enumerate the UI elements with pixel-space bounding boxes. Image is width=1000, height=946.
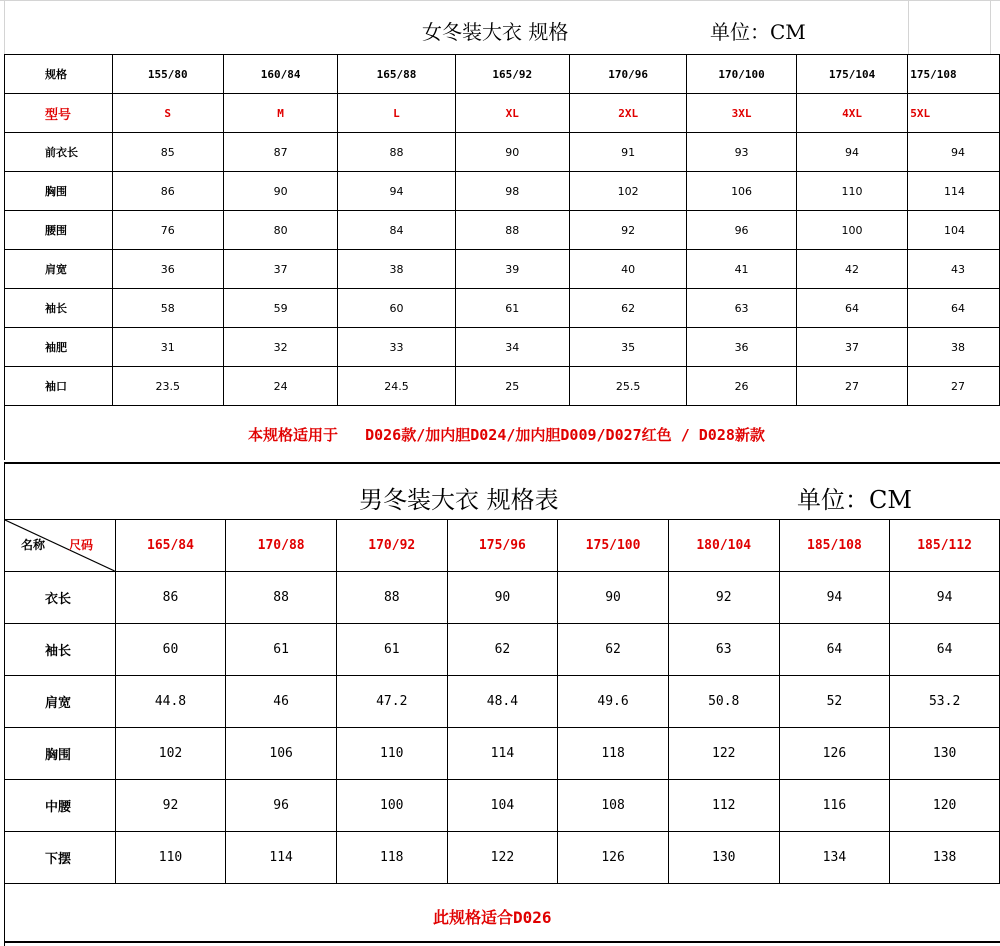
women-size-cell: 165/88 bbox=[338, 55, 455, 94]
value-cell: 84 bbox=[338, 211, 455, 250]
value-cell: 94 bbox=[890, 572, 1000, 624]
men-row-length bbox=[5, 572, 1000, 624]
women-size-cell: 175/104 bbox=[796, 55, 907, 94]
value-cell: 88 bbox=[336, 572, 447, 624]
women-row-sleeve-width bbox=[5, 328, 1000, 367]
value-cell: 33 bbox=[338, 328, 455, 367]
value-cell: 126 bbox=[779, 728, 890, 780]
women-table-title: 女冬装大衣 规格 bbox=[422, 20, 569, 44]
value-cell: 114 bbox=[226, 832, 337, 884]
men-size-cell: 180/104 bbox=[668, 520, 779, 572]
value-cell: 25.5 bbox=[569, 367, 686, 406]
value-cell: 76 bbox=[112, 211, 223, 250]
value-cell: 42 bbox=[796, 250, 907, 289]
value-cell: 23.5 bbox=[112, 367, 223, 406]
value-cell: 32 bbox=[223, 328, 337, 367]
value-cell: 90 bbox=[223, 172, 337, 211]
value-cell: 62 bbox=[447, 624, 558, 676]
value-cell: 37 bbox=[796, 328, 907, 367]
men-size-cell: 170/88 bbox=[226, 520, 337, 572]
women-size-cell: 160/84 bbox=[223, 55, 337, 94]
men-size-cell: 185/112 bbox=[890, 520, 1000, 572]
value-cell: 61 bbox=[455, 289, 569, 328]
value-cell: 62 bbox=[569, 289, 686, 328]
value-cell: 31 bbox=[112, 328, 223, 367]
value-cell: 85 bbox=[112, 133, 223, 172]
value-cell: 36 bbox=[687, 328, 796, 367]
value-cell: 86 bbox=[115, 572, 226, 624]
value-cell: 48.4 bbox=[447, 676, 558, 728]
value-cell: 80 bbox=[223, 211, 337, 250]
row-label: 前衣长 bbox=[5, 133, 113, 172]
women-row-chest bbox=[5, 172, 1000, 211]
value-cell: 61 bbox=[336, 624, 447, 676]
value-cell: 37 bbox=[223, 250, 337, 289]
value-cell: 114 bbox=[908, 172, 1000, 211]
men-table-title: 男冬装大衣 规格表 bbox=[359, 486, 559, 514]
value-cell: 108 bbox=[558, 780, 669, 832]
men-row-hem bbox=[5, 832, 1000, 884]
value-cell: 50.8 bbox=[668, 676, 779, 728]
value-cell: 90 bbox=[447, 572, 558, 624]
value-cell: 53.2 bbox=[890, 676, 1000, 728]
value-cell: 118 bbox=[558, 728, 669, 780]
men-applicability-note bbox=[5, 883, 1000, 943]
value-cell: 104 bbox=[908, 211, 1000, 250]
men-row-chest bbox=[5, 728, 1000, 780]
value-cell: 24.5 bbox=[338, 367, 455, 406]
women-row-cuff bbox=[5, 367, 1000, 406]
value-cell: 122 bbox=[447, 832, 558, 884]
women-model-cell: L bbox=[338, 94, 455, 133]
women-applicability-note bbox=[4, 406, 1000, 460]
value-cell: 92 bbox=[668, 572, 779, 624]
corner-size-label: 尺码 bbox=[69, 538, 94, 552]
value-cell: 87 bbox=[223, 133, 337, 172]
value-cell: 88 bbox=[226, 572, 337, 624]
value-cell: 40 bbox=[569, 250, 686, 289]
women-size-cell: 170/96 bbox=[569, 55, 686, 94]
women-model-cell: S bbox=[112, 94, 223, 133]
value-cell: 59 bbox=[223, 289, 337, 328]
women-model-cell: 5XL bbox=[908, 94, 1000, 133]
row-label: 袖长 bbox=[5, 624, 116, 676]
women-row-shoulder bbox=[5, 250, 1000, 289]
row-label: 衣长 bbox=[5, 572, 116, 624]
value-cell: 44.8 bbox=[115, 676, 226, 728]
women-model-row bbox=[5, 94, 1000, 133]
value-cell: 64 bbox=[908, 289, 1000, 328]
value-cell: 100 bbox=[796, 211, 907, 250]
men-row-sleeve-length bbox=[5, 624, 1000, 676]
men-size-cell: 175/96 bbox=[447, 520, 558, 572]
men-size-cell: 170/92 bbox=[336, 520, 447, 572]
value-cell: 43 bbox=[908, 250, 1000, 289]
value-cell: 39 bbox=[455, 250, 569, 289]
value-cell: 94 bbox=[796, 133, 907, 172]
value-cell: 106 bbox=[226, 728, 337, 780]
row-label: 中腰 bbox=[5, 780, 116, 832]
value-cell: 98 bbox=[455, 172, 569, 211]
row-label: 袖肥 bbox=[5, 328, 113, 367]
men-spec-section bbox=[4, 462, 1000, 946]
row-label: 腰围 bbox=[5, 211, 113, 250]
value-cell: 27 bbox=[796, 367, 907, 406]
value-cell: 104 bbox=[447, 780, 558, 832]
value-cell: 116 bbox=[779, 780, 890, 832]
value-cell: 120 bbox=[890, 780, 1000, 832]
women-model-cell: XL bbox=[455, 94, 569, 133]
value-cell: 130 bbox=[890, 728, 1000, 780]
women-model-cell: 2XL bbox=[569, 94, 686, 133]
women-row-front-length bbox=[5, 133, 1000, 172]
value-cell: 38 bbox=[338, 250, 455, 289]
women-size-cell: 170/100 bbox=[687, 55, 796, 94]
women-row-sleeve-length bbox=[5, 289, 1000, 328]
row-label: 下摆 bbox=[5, 832, 116, 884]
value-cell: 110 bbox=[115, 832, 226, 884]
value-cell: 64 bbox=[779, 624, 890, 676]
women-model-cell: M bbox=[223, 94, 337, 133]
men-header-row bbox=[5, 520, 1000, 572]
row-label: 肩宽 bbox=[5, 676, 116, 728]
men-size-table bbox=[4, 519, 1000, 884]
value-cell: 102 bbox=[569, 172, 686, 211]
value-cell: 110 bbox=[336, 728, 447, 780]
women-size-cell: 165/92 bbox=[455, 55, 569, 94]
value-cell: 25 bbox=[455, 367, 569, 406]
women-header-label: 规格 bbox=[5, 55, 113, 94]
value-cell: 118 bbox=[336, 832, 447, 884]
value-cell: 47.2 bbox=[336, 676, 447, 728]
men-unit-label: 单位：CM bbox=[797, 486, 912, 514]
value-cell: 88 bbox=[338, 133, 455, 172]
value-cell: 96 bbox=[226, 780, 337, 832]
value-cell: 90 bbox=[558, 572, 669, 624]
value-cell: 52 bbox=[779, 676, 890, 728]
value-cell: 126 bbox=[558, 832, 669, 884]
value-cell: 60 bbox=[338, 289, 455, 328]
women-size-cell: 175/108 bbox=[908, 55, 1000, 94]
value-cell: 134 bbox=[779, 832, 890, 884]
value-cell: 64 bbox=[890, 624, 1000, 676]
value-cell: 114 bbox=[447, 728, 558, 780]
value-cell: 41 bbox=[687, 250, 796, 289]
value-cell: 62 bbox=[558, 624, 669, 676]
value-cell: 92 bbox=[569, 211, 686, 250]
women-unit-label: 单位：CM bbox=[710, 20, 806, 44]
value-cell: 100 bbox=[336, 780, 447, 832]
value-cell: 61 bbox=[226, 624, 337, 676]
corner-name-label: 名称 bbox=[21, 538, 46, 552]
value-cell: 96 bbox=[687, 211, 796, 250]
women-spec-section bbox=[0, 0, 1000, 462]
value-cell: 27 bbox=[908, 367, 1000, 406]
value-cell: 64 bbox=[796, 289, 907, 328]
corner-cell bbox=[5, 520, 116, 572]
men-size-cell: 185/108 bbox=[779, 520, 890, 572]
row-label: 袖长 bbox=[5, 289, 113, 328]
value-cell: 93 bbox=[687, 133, 796, 172]
value-cell: 90 bbox=[455, 133, 569, 172]
women-size-cell: 155/80 bbox=[112, 55, 223, 94]
value-cell: 88 bbox=[455, 211, 569, 250]
value-cell: 38 bbox=[908, 328, 1000, 367]
value-cell: 102 bbox=[115, 728, 226, 780]
value-cell: 63 bbox=[687, 289, 796, 328]
row-label: 袖口 bbox=[5, 367, 113, 406]
value-cell: 94 bbox=[779, 572, 890, 624]
value-cell: 94 bbox=[908, 133, 1000, 172]
row-label: 胸围 bbox=[5, 728, 116, 780]
women-title-row bbox=[0, 0, 1000, 54]
women-model-label: 型号 bbox=[5, 94, 113, 133]
value-cell: 106 bbox=[687, 172, 796, 211]
value-cell: 63 bbox=[668, 624, 779, 676]
value-cell: 35 bbox=[569, 328, 686, 367]
value-cell: 26 bbox=[687, 367, 796, 406]
women-header-row bbox=[5, 55, 1000, 94]
value-cell: 112 bbox=[668, 780, 779, 832]
women-size-table bbox=[4, 54, 1000, 406]
value-cell: 92 bbox=[115, 780, 226, 832]
value-cell: 24 bbox=[223, 367, 337, 406]
value-cell: 110 bbox=[796, 172, 907, 211]
men-row-shoulder bbox=[5, 676, 1000, 728]
men-size-cell: 165/84 bbox=[115, 520, 226, 572]
value-cell: 60 bbox=[115, 624, 226, 676]
value-cell: 138 bbox=[890, 832, 1000, 884]
value-cell: 122 bbox=[668, 728, 779, 780]
row-label: 胸围 bbox=[5, 172, 113, 211]
men-size-cell: 175/100 bbox=[558, 520, 669, 572]
value-cell: 58 bbox=[112, 289, 223, 328]
value-cell: 46 bbox=[226, 676, 337, 728]
value-cell: 36 bbox=[112, 250, 223, 289]
value-cell: 91 bbox=[569, 133, 686, 172]
women-note-text: 本规格适用于 D026款/加内胆D024/加内胆D009/D027红色 / D028新款 bbox=[248, 426, 765, 444]
value-cell: 34 bbox=[455, 328, 569, 367]
women-model-cell: 3XL bbox=[687, 94, 796, 133]
women-row-waist bbox=[5, 211, 1000, 250]
row-label: 肩宽 bbox=[5, 250, 113, 289]
value-cell: 130 bbox=[668, 832, 779, 884]
men-note-text: 此规格适合D026 bbox=[433, 908, 552, 927]
women-model-cell: 4XL bbox=[796, 94, 907, 133]
men-row-waist bbox=[5, 780, 1000, 832]
value-cell: 49.6 bbox=[558, 676, 669, 728]
value-cell: 86 bbox=[112, 172, 223, 211]
value-cell: 94 bbox=[338, 172, 455, 211]
